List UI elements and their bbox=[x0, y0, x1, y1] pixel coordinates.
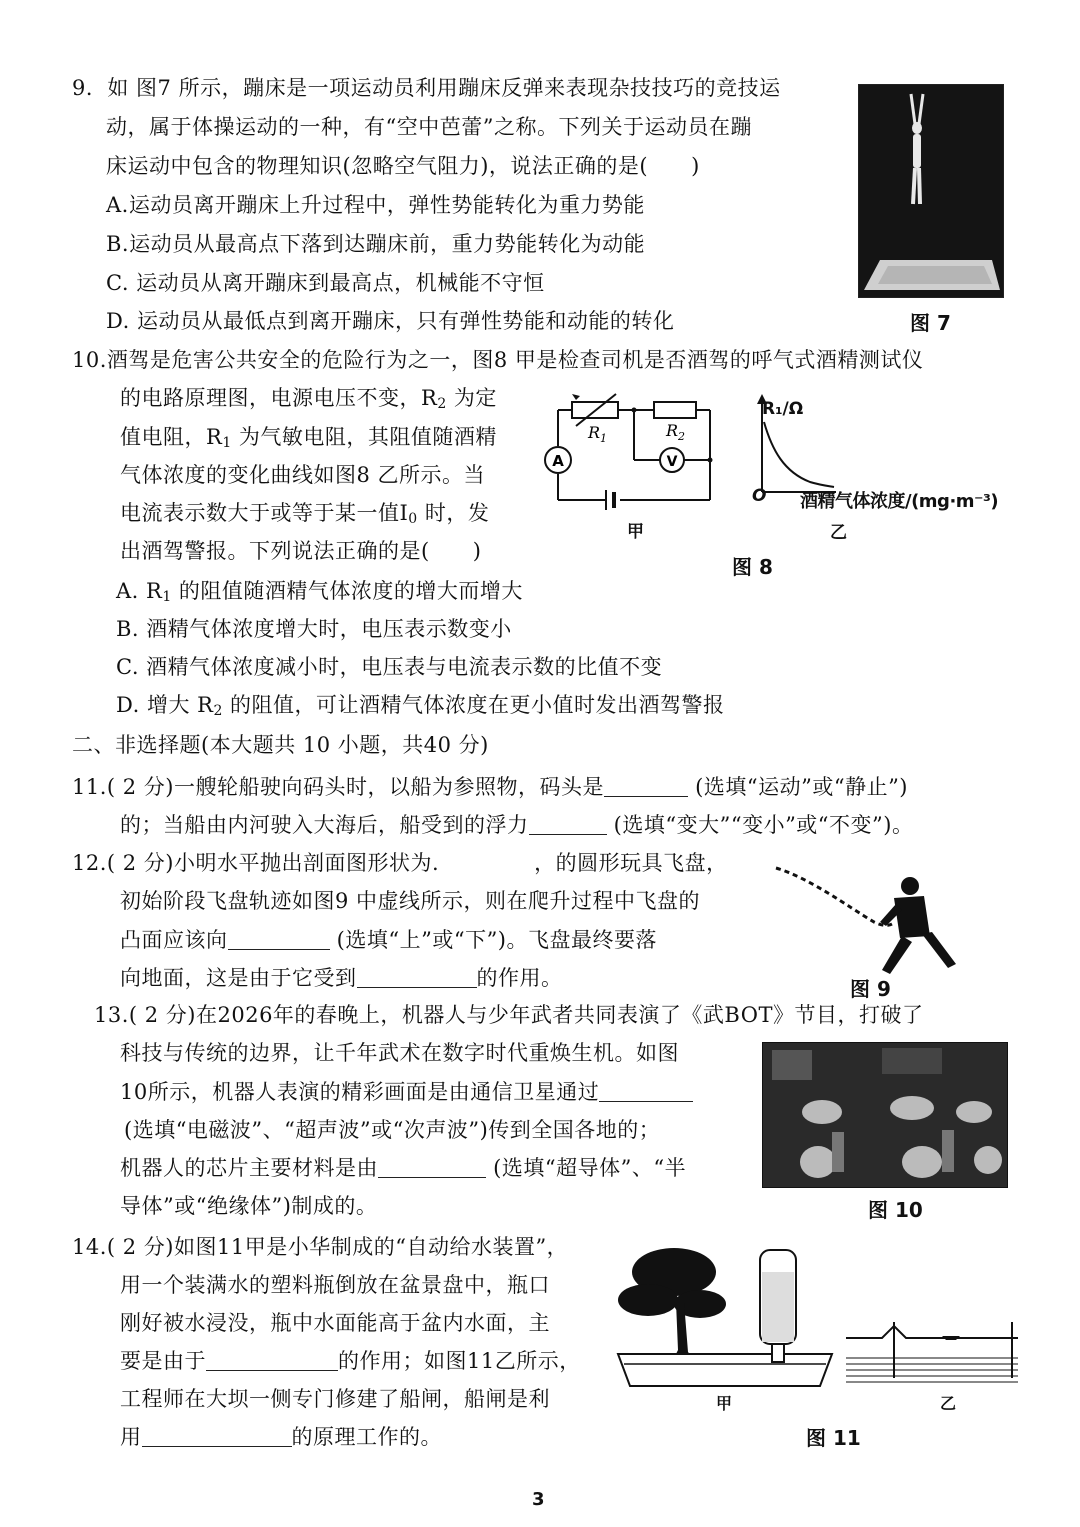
figure-11-caption: 图 11 bbox=[806, 1426, 861, 1450]
q11-blank-2[interactable] bbox=[529, 812, 607, 835]
q10-stem-line4: 气体浓度的变化曲线如图8 乙所示。当 bbox=[120, 463, 486, 487]
r2-resistor bbox=[654, 402, 696, 418]
q9-option-c: C. 运动员从离开蹦床到最高点，机械能不守恒 bbox=[106, 271, 545, 295]
section-2-heading: 二、非选择题(本大题共 10 小题，共40 分) bbox=[72, 733, 489, 757]
circuit-caption-jia: 甲 bbox=[627, 522, 644, 542]
q11-line1: 11.( 2 分)一艘轮船驶向码头时，以船为参照物，码头是 (选填“运动”或“静止”) bbox=[72, 775, 909, 799]
graph-xlabel: 酒精气体浓度/(mg·m⁻³) bbox=[800, 491, 999, 512]
q10-option-a: A. $R_1$ 的阻值随酒精气体浓度的增大而增大 bbox=[116, 579, 523, 605]
figure-11-jia-caption: 甲 bbox=[716, 1394, 733, 1413]
q10-stem-line6: 出酒驾警报。下列说法正确的是( ) bbox=[120, 539, 482, 563]
q10-option-b: B. 酒精气体浓度增大时，电压表示数变小 bbox=[116, 617, 512, 641]
voltmeter-label: V bbox=[666, 454, 678, 470]
graph-caption-yi: 乙 bbox=[830, 523, 847, 543]
q10-stem-line1: 10.酒驾是危害公共安全的危险行为之一，图8 甲是检查司机是否酒驾的呼气式酒精测试仪 bbox=[72, 348, 924, 372]
q14-blank-2[interactable] bbox=[142, 1424, 292, 1447]
q13-line1: 13.( 2 分)在2026年的春晚上，机器人与少年武者共同表演了《武BOT》节目，打破了 bbox=[94, 1003, 924, 1027]
trampoline-photo bbox=[858, 84, 1004, 298]
q14-line4: 要是由于 的作用；如图11乙所示， bbox=[120, 1349, 581, 1373]
q14-line3: 刚好被水浸没，瓶中水面能高于盆内水面，主 bbox=[120, 1311, 550, 1335]
q12-line2: 初始阶段飞盘轨迹如图9 中虚线所示，则在爬升过程中飞盘的 bbox=[120, 889, 701, 913]
q10-option-c: C. 酒精气体浓度减小时，电压表与电流表示数的比值不变 bbox=[116, 655, 663, 679]
q11-blank-1[interactable] bbox=[604, 774, 688, 797]
q13-blank-1[interactable] bbox=[599, 1079, 693, 1102]
q9-option-a: A.运动员离开蹦床上升过程中，弹性势能转化为重力势能 bbox=[106, 193, 645, 217]
figure-7-caption: 图 7 bbox=[910, 311, 951, 335]
ammeter-label: A bbox=[552, 452, 564, 470]
ship-lock-figure bbox=[842, 1308, 1024, 1388]
figure-11-yi-caption: 乙 bbox=[940, 1394, 957, 1413]
resistance-curve bbox=[764, 422, 834, 487]
r1-label: $R_1$ bbox=[588, 423, 608, 445]
q11-line2: 的；当船由内河驶入大海后，船受到的浮力 (选填“变大”“变小”或“不变”)。 bbox=[120, 813, 914, 837]
circuit-diagram bbox=[538, 392, 728, 522]
robot-performance-photo bbox=[762, 1042, 1008, 1188]
q14-line5: 工程师在大坝一侧专门修建了船闸，船闸是利 bbox=[120, 1387, 550, 1411]
q13-blank-2[interactable] bbox=[378, 1155, 486, 1178]
r2-label: $R_2$ bbox=[666, 421, 686, 443]
q10-stem-line3: 值电阻，$R_1$ 为气敏电阻，其阻值随酒精 bbox=[120, 425, 497, 451]
page-number: 3 bbox=[532, 1489, 545, 1510]
q14-line1: 14.( 2 分)如图11甲是小华制成的“自动给水装置”， bbox=[72, 1235, 569, 1259]
figure-10-caption: 图 10 bbox=[868, 1198, 923, 1222]
q14-line6: 用 的原理工作的。 bbox=[120, 1425, 442, 1449]
q9-stem-line1: 9．如 图7 所示，蹦床是一项运动员利用蹦床反弹来表现杂技技巧的竞技运 bbox=[72, 76, 781, 100]
figure-8-caption: 图 8 bbox=[732, 555, 773, 579]
ship-icon bbox=[942, 1336, 960, 1340]
q10-stem-line5: 电流表示数大于或等于某一值$I_0$ 时，发 bbox=[120, 501, 490, 527]
graph-origin: O bbox=[752, 486, 767, 506]
graph-ylabel: R₁/Ω bbox=[762, 399, 804, 419]
bonsai-tree-icon bbox=[618, 1248, 726, 1366]
basin bbox=[618, 1354, 832, 1386]
q10-option-d: D. 增大 $R_2$ 的阻值，可让酒精气体浓度在更小值时发出酒驾警报 bbox=[116, 693, 725, 719]
frisbee-thrower-figure bbox=[770, 858, 970, 978]
q12-line4: 向地面，这是由于它受到 的作用。 bbox=[120, 966, 563, 990]
q13-line3: 10所示，机器人表演的精彩画面是由通信卫星通过 bbox=[120, 1077, 693, 1107]
frisbee-trajectory bbox=[776, 868, 892, 925]
q10-stem-line2: 的电路原理图，电源电压不变，$R_2$ 为定 bbox=[120, 386, 497, 412]
q12-line1: 12.( 2 分)小明水平抛出剖面图形状为. ，的圆形玩具飞盘， bbox=[72, 851, 728, 875]
q9-option-b: B.运动员从最高点下落到达蹦床前，重力势能转化为动能 bbox=[106, 232, 646, 256]
inverted-bottle bbox=[760, 1250, 796, 1362]
q13-line5: 机器人的芯片主要材料是由 (选填“超导体”、“半 bbox=[120, 1156, 687, 1180]
q9-stem-line2: 动，属于体操运动的一种，有“空中芭蕾”之称。下列关于运动员在蹦 bbox=[106, 115, 752, 139]
q9-stem-line3: 床运动中包含的物理知识(忽略空气阻力)，说法正确的是( ) bbox=[106, 154, 700, 178]
q12-blank-2[interactable] bbox=[357, 965, 477, 988]
bonsai-water-bottle-figure bbox=[614, 1242, 836, 1392]
q14-blank-1[interactable] bbox=[206, 1348, 338, 1371]
q13-line2: 科技与传统的边界，让千年武术在数字时代重焕生机。如图 bbox=[120, 1041, 679, 1065]
q14-line2: 用一个装满水的塑料瓶倒放在盆景盘中，瓶口 bbox=[120, 1273, 550, 1297]
q9-option-d: D. 运动员从最低点到离开蹦床，只有弹性势能和动能的转化 bbox=[106, 309, 675, 333]
q12-line3: 凸面应该向 (选填“上”或“下”)。飞盘最终要落 bbox=[120, 928, 658, 952]
figure-9-caption: 图 9 bbox=[850, 977, 891, 1001]
q12-blank-1[interactable] bbox=[228, 927, 330, 950]
q13-line4: (选填“电磁波”、“超声波”或“次声波”)传到全国各地的； bbox=[124, 1118, 661, 1142]
q13-line6: 导体”或“绝缘体”)制成的。 bbox=[120, 1194, 378, 1218]
